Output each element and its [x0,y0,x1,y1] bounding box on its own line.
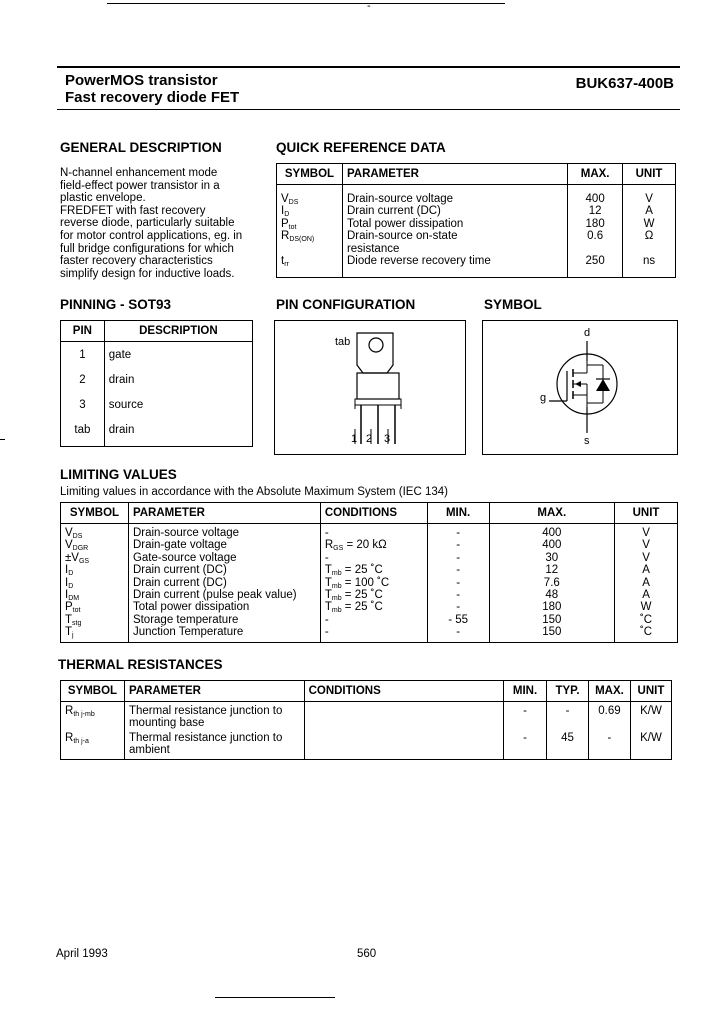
table-row: $T_j$ Junction Temperature - - 150 ˚C [61,626,678,642]
lv-header-symbol: SYMBOL [61,503,129,524]
qr-header-unit: UNIT [623,164,676,185]
table-row: $I_D$ Drain current (DC) 12 A [277,205,676,217]
gate-label: g [540,392,547,404]
table-row: $I_D$ Drain current (DC) $T_{mb} = 100$ ˚C - 7.6 A [61,577,678,589]
limiting-values-table [60,502,678,643]
pin-label-2: 2 [366,433,373,445]
limiting-values-heading: LIMITING VALUES [60,467,177,482]
table-row: $R_{th j-a}$ Thermal resistance junction to ambient - 45 - K/W [61,730,672,759]
qr-header-parameter: PARAMETER [342,164,567,185]
table-row: $R_{th j-mb}$ Thermal resistance junction to mounting base - - 0.69 K/W [61,702,672,730]
th-header-symbol: SYMBOL [61,681,125,702]
table-row: $V_{DS}$ Drain-source voltage - - 400 V [61,524,678,540]
footer-page-number: 560 [357,948,377,960]
title-line-1: PowerMOS transistor [65,72,218,89]
header-rule [57,66,680,68]
quick-reference-heading: QUICK REFERENCE DATA [276,140,446,155]
table-row: 3 source [61,399,253,424]
lv-header-max: MAX. [489,503,615,524]
pin-configuration-diagram [274,320,466,455]
header-rule-bottom [57,109,680,110]
general-description-heading: GENERAL DESCRIPTION [60,140,222,155]
thermal-table [60,680,672,760]
table-row: $t_{rr}$ Diode reverse recovery time 250 ns [277,255,676,278]
pin-configuration-heading: PIN CONFIGURATION [276,297,416,312]
left-margin-mark [0,439,5,440]
th-header-min: MIN. [504,681,547,702]
table-row: tab drain [61,424,253,447]
pinning-table [60,320,253,447]
th-header-max: MAX. [588,681,630,702]
table-row: 2 drain [61,374,253,399]
th-header-parameter: PARAMETER [124,681,304,702]
part-number: BUK637-400B [575,75,674,92]
lv-header-conditions: CONDITIONS [320,503,427,524]
limiting-values-subtitle: Limiting values in accordance with the Absolute Maximum System (IEC 134) [60,486,448,498]
top-rule [107,3,505,4]
quick-reference-table [276,163,676,278]
lv-header-parameter: PARAMETER [128,503,320,524]
table-row: $P_{tot}$ Total power dissipation $T_{mb} = 25$ ˚C - 180 W [61,601,678,613]
qr-header-symbol: SYMBOL [277,164,343,185]
symbol-heading: SYMBOL [484,297,542,312]
table-row: $T_{stg}$ Storage temperature - - 55 150 ˚C [61,614,678,626]
pin-label-1: 1 [351,433,358,445]
table-row: $I_{DM}$ Drain current (pulse peak value) $T_{mb} = 25$ ˚C - 48 A [61,589,678,601]
table-row: $V_{DGR}$ Drain-gate voltage $R_{GS} = 20$ kΩ - 400 V [61,539,678,551]
table-row: 1 gate [61,342,253,375]
mosfet-symbol [483,321,677,454]
table-row: $I_D$ Drain current (DC) $T_{mb} = 25$ ˚C - 12 A [61,564,678,576]
th-header-unit: UNIT [630,681,671,702]
lv-header-unit: UNIT [615,503,678,524]
table-row: $\pm V_{GS}$ Gate-source voltage - - 30 V [61,552,678,564]
table-row: $P_{tot}$ Total power dissipation 180 W [277,218,676,230]
qr-header-max: MAX. [568,164,623,185]
th-header-conditions: CONDITIONS [304,681,504,702]
table-row: $V_{DS}$ Drain-source voltage 400 V [277,185,676,206]
top-dash: - [367,0,371,12]
pinning-heading: PINNING - SOT93 [60,297,172,312]
source-label: s [584,435,590,447]
symbol-diagram [482,320,678,455]
th-header-typ: TYP. [547,681,589,702]
lv-header-min: MIN. [427,503,489,524]
footer-date: April 1993 [56,948,108,960]
title-line-2: Fast recovery diode FET [65,89,240,106]
tab-label: tab [335,336,351,348]
bottom-rule [215,997,335,998]
pin-header-description: DESCRIPTION [104,321,252,342]
pin-header-pin: PIN [61,321,105,342]
pin-label-3: 3 [384,433,391,445]
general-description-text: N-channel enhancement mode field-effect power transistor in a plastic envelope. FREDFET with fast recovery reverse diode, particularly suitable for motor control applications, eg. in full bridge configurations for which faster recovery characteristics simplify design for inductive loads. [60,167,243,280]
table-row: $R_{DS(ON)}$ Drain-source on-state resistance 0.6 Ω [277,230,676,255]
thermal-heading: THERMAL RESISTANCES [58,657,223,672]
drain-label: d [584,327,591,339]
